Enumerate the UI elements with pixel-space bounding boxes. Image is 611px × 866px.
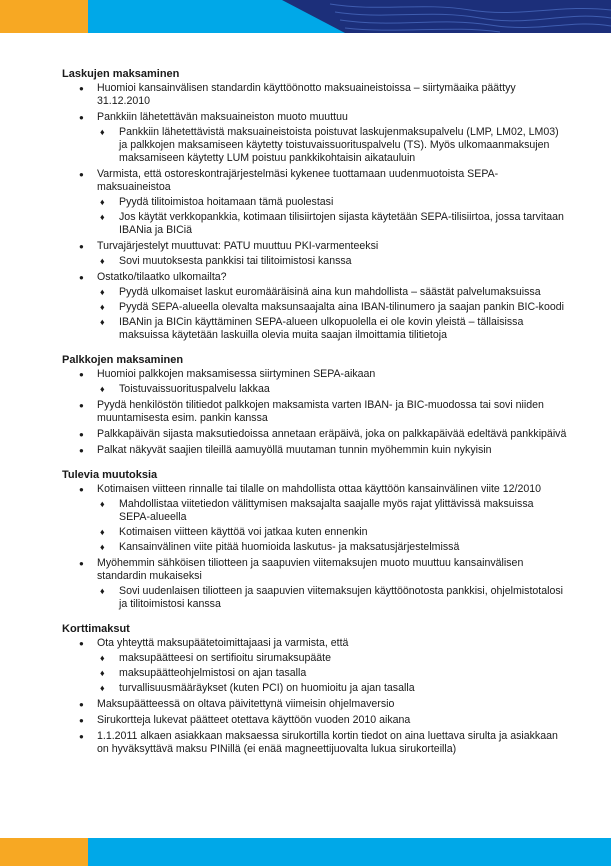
bullet-text: Pyydä henkilöstön tilitiedot palkkojen maksamista varten IBAN- ja BIC-muodossa tai sovi niiden muuntamisesta esim. pankin kanssa — [97, 399, 544, 424]
bullet-text: Ostatko/tilaatko ulkomailta? — [97, 271, 227, 283]
sub-bullet-item: ♦ IBANin ja BICin käyttäminen SEPA-alueen ulkopuolella ei ole kovin yleistä – tällaisissa maksuissa käytetään laskuilla olevia muita saajan ilmoittamia tilitietoja — [97, 316, 567, 342]
bullet-item — [62, 271, 567, 342]
sub-bullet-list — [97, 196, 567, 237]
sub-bullet-item: ♦ turvallisuusmääräykset (kuten PCI) on huomioitu ja ajan tasalla — [97, 682, 567, 695]
sub-bullet-item: ♦ Mahdollistaa viitetiedon välittymisen maksajalta saajalle myös rajat ylittävissä maksuissa SEPA-alueella — [97, 498, 567, 524]
document-body — [62, 68, 567, 768]
sub-bullet-item: ♦ Kotimaisen viitteen käyttöä voi jatkaa kuten ennenkin — [97, 526, 567, 539]
section-title: Tulevia muutoksia — [62, 469, 158, 481]
sub-bullet-list — [97, 126, 567, 165]
sub-bullet-item: ♦ Jos käytät verkkopankkia, kotimaan tilisiirtojen sijasta käytetään SEPA-tilisiirtoa, jossa tarvitaan IBANia ja BICiä — [97, 211, 567, 237]
sub-bullet-item: ♦ maksupäätteohjelmistosi on ajan tasalla — [97, 667, 567, 680]
section — [62, 68, 567, 342]
bullet-item — [62, 637, 567, 695]
sub-bullet-item: ♦ Sovi uudenlaisen tiliotteen ja saapuvien viitemaksujen käyttöönotosta pankkisi, ohjelmistotalosi ja tilitoimistosi kanssa — [97, 585, 567, 611]
section — [62, 354, 567, 457]
bullet-item — [62, 730, 567, 756]
bullet-text: Ota yhteyttä maksupäätetoimittajaasi ja varmista, että — [97, 637, 349, 649]
bullet-text: Myöhemmin sähköisen tiliotteen ja saapuvien viitemaksujen muoto muuttuu kansainvälisen standardin mukaiseksi — [97, 557, 524, 582]
bullet-text: Varmista, että ostoreskontrajärjestelmäsi kykenee tuottamaan uudenmuotoista SEPA-maksuaineistoa — [97, 168, 499, 193]
sub-bullet-list — [97, 255, 567, 268]
sub-bullet-list — [97, 498, 567, 554]
sub-bullet-item: ♦ Toistuvaissuorituspalvelu lakkaa — [97, 383, 567, 396]
bullet-item — [62, 368, 567, 396]
bullet-item — [62, 168, 567, 237]
bullet-item — [62, 399, 567, 425]
bullet-list — [62, 483, 567, 611]
section-title: Laskujen maksaminen — [62, 68, 180, 80]
sub-bullet-item: ♦ Pyydä SEPA-alueella olevalta maksunsaajalta aina IBAN-tilinumero ja saajan pankin BIC-koodi — [97, 301, 567, 314]
bullet-list — [62, 82, 567, 342]
sub-bullet-item: ♦ Sovi muutoksesta pankkisi tai tilitoimistosi kanssa — [97, 255, 567, 268]
bullet-text: Pankkiin lähetettävän maksuaineiston muoto muuttuu — [97, 111, 348, 123]
bullet-text: Kotimaisen viitteen rinnalle tai tilalle on mahdollista ottaa käyttöön kansainvälinen viite 12/2010 — [97, 483, 542, 495]
bullet-item — [62, 698, 567, 711]
section — [62, 623, 567, 756]
sub-bullet-list — [97, 383, 567, 396]
sub-bullet-list — [97, 286, 567, 342]
bullet-list — [62, 637, 567, 756]
bullet-item — [62, 444, 567, 457]
bullet-item — [62, 82, 567, 108]
bullet-text: Palkat näkyvät saajien tileillä aamuyöllä muutaman tunnin myöhemmin kuin nykyisin — [97, 444, 492, 456]
bullet-text: Sirukortteja lukevat päätteet otettava käyttöön vuoden 2010 aikana — [97, 714, 411, 726]
sub-bullet-item: ♦ Kansainvälinen viite pitää huomioida laskutus- ja maksatusjärjestelmissä — [97, 541, 567, 554]
header-band — [0, 0, 611, 33]
bullet-item — [62, 240, 567, 268]
bullet-item — [62, 428, 567, 441]
bullet-text: Huomioi palkkojen maksamisessa siirtyminen SEPA-aikaan — [97, 368, 376, 380]
sub-bullet-item: ♦ Pankkiin lähetettävistä maksuaineistoista poistuvat laskujenmaksupalvelu (LMP, LM02, LM03) ja palkkojen maksamiseen käytetty toistuvaissuorituspalvelu (TS). Myös ulkomaanmaksujen maksamiseen käytetty LUM poistuu pankkikohtaisin aikatauluin — [97, 126, 567, 165]
bullet-text: 1.1.2011 alkaen asiakkaan maksaessa sirukortilla kortin tiedot on aina luettava sirulta ja asiakkaan on hyväksyttävä maksu PINillä (ei enää magneettijuovalta lukua sirukorteilla) — [97, 730, 558, 755]
section — [62, 469, 567, 611]
bullet-text: Turvajärjestelyt muuttuvat: PATU muuttuu PKI-varmenteeksi — [97, 240, 379, 252]
section-title: Korttimaksut — [62, 623, 130, 635]
sub-bullet-item: ♦ maksupäätteesi on sertifioitu sirumaksupääte — [97, 652, 567, 665]
bullet-item — [62, 483, 567, 554]
bullet-text: Maksupäätteessä on oltava päivitettynä viimeisin ohjelmaversio — [97, 698, 395, 710]
section-title: Palkkojen maksaminen — [62, 354, 184, 366]
header-wave-decoration — [0, 0, 611, 33]
bullet-text: Palkkapäivän sijasta maksutiedoissa annetaan eräpäivä, joka on palkkapäivää edeltävä pankkipäivä — [97, 428, 567, 440]
bullet-text: Huomioi kansainvälisen standardin käyttöönotto maksuaineistoissa – siirtymäaika päättyy 31.12.2010 — [97, 82, 516, 107]
footer-orange-block — [0, 838, 88, 866]
sub-bullet-list — [97, 585, 567, 611]
bullet-item — [62, 557, 567, 611]
sub-bullet-item: ♦ Pyydä ulkomaiset laskut euromääräisinä aina kun mahdollista – säästät palvelumaksuissa — [97, 286, 567, 299]
bullet-list — [62, 368, 567, 457]
sub-bullet-item: ♦ Pyydä tilitoimistoa hoitamaan tämä puolestasi — [97, 196, 567, 209]
bullet-item — [62, 714, 567, 727]
footer-band — [0, 838, 611, 866]
bullet-item — [62, 111, 567, 165]
sub-bullet-list — [97, 652, 567, 695]
